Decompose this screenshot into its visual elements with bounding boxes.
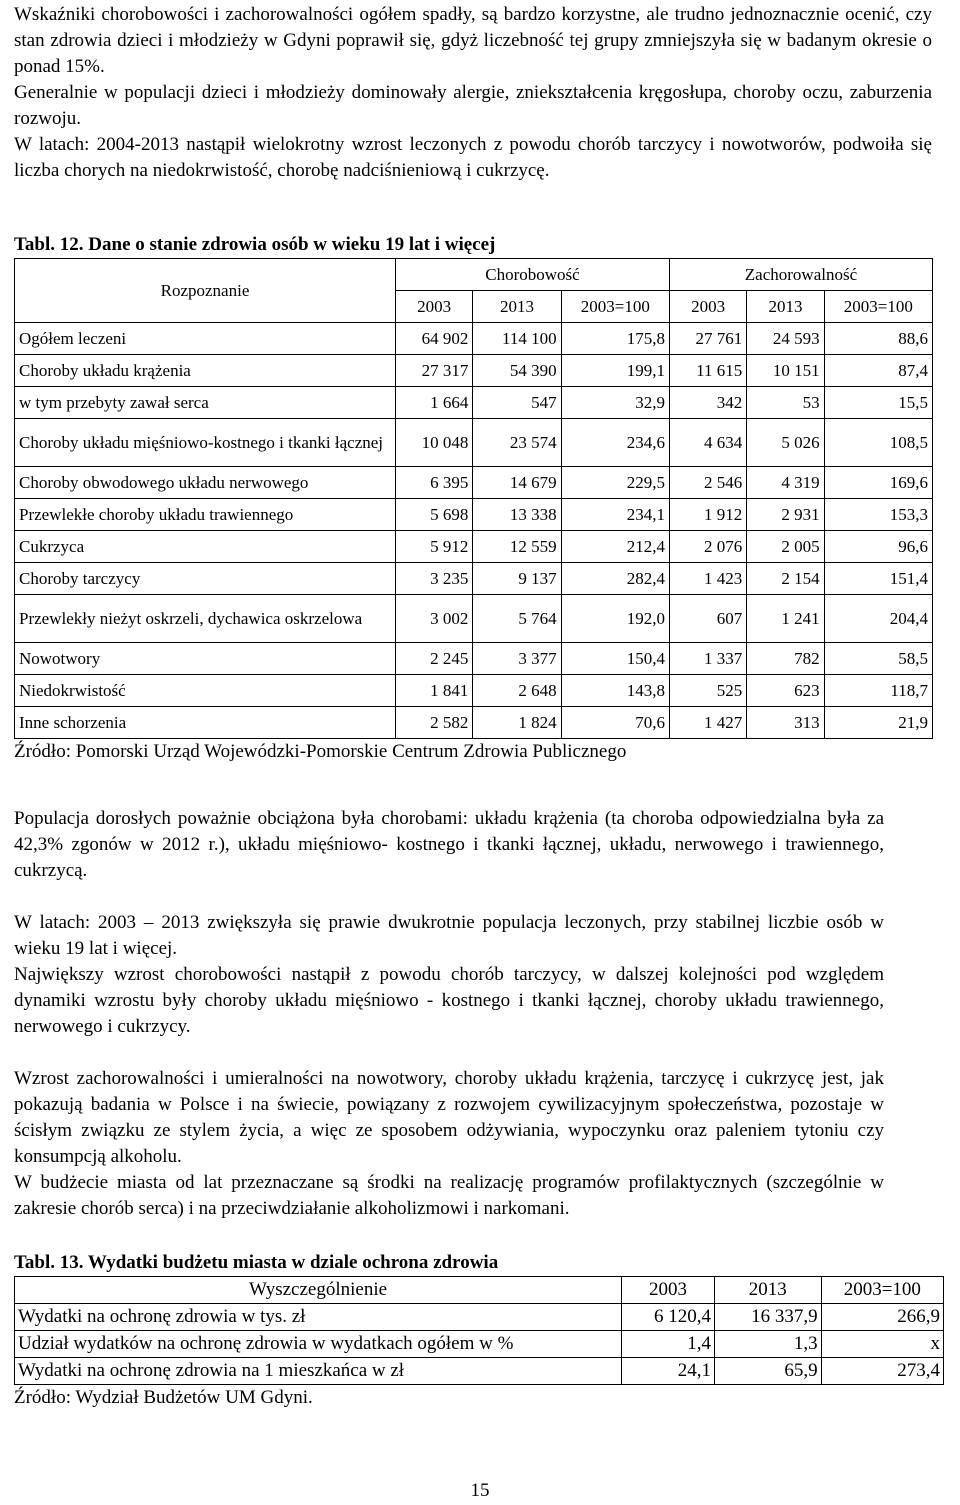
row-label: Przewlekłe choroby układu trawiennego	[15, 499, 396, 531]
row-label: Przewlekły nieżyt oskrzeli, dychawica oskrzelowa	[15, 595, 396, 643]
table-cell: 4 634	[669, 419, 746, 467]
table-cell: 11 615	[669, 355, 746, 387]
table-row	[15, 419, 933, 467]
table-cell: 234,1	[561, 499, 669, 531]
table-cell: 24,1	[622, 1358, 715, 1385]
table-cell: 9 137	[473, 563, 561, 595]
table-cell: 151,4	[824, 563, 932, 595]
intro-paragraph-2: Generalnie w populacji dzieci i młodzieży dominowały alergie, zniekształcenia kręgosłupa, choroby oczu, zaburzenia rozwoju.	[14, 82, 932, 129]
table-cell: 266,9	[821, 1304, 943, 1331]
table-cell: 2 546	[669, 467, 746, 499]
table-cell: 273,4	[821, 1358, 943, 1385]
table-cell: 58,5	[824, 643, 932, 675]
table-cell: 6 395	[396, 467, 473, 499]
table-row	[15, 643, 933, 675]
table-cell: 204,4	[824, 595, 932, 643]
table-cell: 96,6	[824, 531, 932, 563]
header-cell: 2013	[714, 1277, 821, 1304]
table-cell: 10 048	[396, 419, 473, 467]
table-row	[15, 707, 933, 739]
table-cell: 782	[747, 643, 824, 675]
table-row	[15, 499, 933, 531]
row-label: Choroby układu mięśniowo-kostnego i tkanki łącznej	[15, 419, 396, 467]
table-cell: 53	[747, 387, 824, 419]
header-cell: 2003	[622, 1277, 715, 1304]
table-cell: 175,8	[561, 323, 669, 355]
table-cell: 547	[473, 387, 561, 419]
table-13-section	[14, 1250, 944, 1411]
table-row	[15, 387, 933, 419]
table-cell: 23 574	[473, 419, 561, 467]
table-cell: 27 317	[396, 355, 473, 387]
header-diagnosis: Rozpoznanie	[15, 259, 396, 323]
table-cell: 3 235	[396, 563, 473, 595]
subheader-cell: 2013	[747, 291, 824, 323]
table-cell: 313	[747, 707, 824, 739]
table-cell: 143,8	[561, 675, 669, 707]
table-cell: 4 319	[747, 467, 824, 499]
table-cell: 15,5	[824, 387, 932, 419]
row-label: Ogółem leczeni	[15, 323, 396, 355]
table-12	[14, 258, 933, 739]
intro-paragraph-3: W latach: 2004-2013 nastąpił wielokrotny wzrost leczonych z powodu chorób tarczycy i nowotworów, podwoiła się liczba chorych na niedokrwistość, chorobę nadciśnieniową i cukrzycę.	[14, 134, 932, 181]
body-paragraph-2: W latach: 2003 – 2013 zwiększyła się prawie dwukrotnie populacja leczonych, przy stabilnej liczbie osób w wieku 19 lat i więcej.	[14, 912, 884, 959]
table-cell: 10 151	[747, 355, 824, 387]
table-cell: 16 337,9	[714, 1304, 821, 1331]
table-cell: 2 648	[473, 675, 561, 707]
row-label: Choroby tarczycy	[15, 563, 396, 595]
table-cell: 1,4	[622, 1331, 715, 1358]
table-cell: 3 377	[473, 643, 561, 675]
body-paragraph-5: W budżecie miasta od lat przeznaczane są środki na realizację programów profilaktycznych (szczególnie w zakresie chorób serca) i na przeciwdziałanie alkoholizmowi i narkomani.	[14, 1172, 884, 1219]
table-cell: 1 824	[473, 707, 561, 739]
table-cell: 5 698	[396, 499, 473, 531]
intro-section	[14, 2, 932, 184]
table-row	[15, 323, 933, 355]
table-cell: 64 902	[396, 323, 473, 355]
body-paragraph-1: Populacja dorosłych poważnie obciążona była chorobami: układu krążenia (ta choroba odpowiedzialna była za 42,3% zgonów w 2012 r.), układu mięśniowo- kostnego i tkanki łącznej, układu, nerwowego i trawiennego, cukrzycą.	[14, 808, 884, 881]
table-cell: 13 338	[473, 499, 561, 531]
table-cell: 14 679	[473, 467, 561, 499]
table-row	[15, 531, 933, 563]
table-cell: 212,4	[561, 531, 669, 563]
table-cell: 87,4	[824, 355, 932, 387]
table-13	[14, 1276, 944, 1385]
row-label: Wydatki na ochronę zdrowia na 1 mieszkańca w zł	[15, 1358, 622, 1385]
table-cell: x	[821, 1331, 943, 1358]
table-cell: 114 100	[473, 323, 561, 355]
row-label: Choroby układu krążenia	[15, 355, 396, 387]
table-row	[15, 1304, 944, 1331]
table-cell: 525	[669, 675, 746, 707]
row-label: w tym przebyty zawał serca	[15, 387, 396, 419]
body-paragraph-4: Wzrost zachorowalności i umieralności na nowotwory, choroby układu krążenia, tarczycę i cukrzycę jest, jak pokazują badania w Polsce i na świecie, powiązany z rozwojem cywilizacyjnym społeczeństwa, pozostaje w ścisłym związku ze stylem życia, a więc ze sposobem odżywiania, wypoczynku oraz paleniem tytoniu czy konsumpcją alkoholu.	[14, 1068, 884, 1167]
table-cell: 1 241	[747, 595, 824, 643]
table-cell: 150,4	[561, 643, 669, 675]
table-cell: 623	[747, 675, 824, 707]
table-cell: 2 076	[669, 531, 746, 563]
row-label: Niedokrwistość	[15, 675, 396, 707]
table-cell: 5 026	[747, 419, 824, 467]
body-section	[14, 806, 884, 1222]
table-cell: 2 005	[747, 531, 824, 563]
table-cell: 229,5	[561, 467, 669, 499]
table-row	[15, 1358, 944, 1385]
row-label: Nowotwory	[15, 643, 396, 675]
table-cell: 12 559	[473, 531, 561, 563]
table-12-section	[14, 232, 933, 765]
intro-paragraph-1: Wskaźniki chorobowości i zachorowalności ogółem spadły, są bardzo korzystne, ale trudno jednoznacznie ocenić, czy stan zdrowia dzieci i młodzieży w Gdyni poprawił się, gdyż liczebność tej grupy zmniejszyła się w badanym okresie o ponad 15%.	[14, 4, 932, 77]
header-morbidity: Chorobowość	[396, 259, 670, 291]
table-cell: 1 423	[669, 563, 746, 595]
body-paragraph-3: Największy wzrost chorobowości nastąpił z powodu chorób tarczycy, w dalszej kolejności pod względem dynamiki wzrostu były choroby układu mięśniowo - kostnego i tkanki łącznej, choroby układu trawiennego, nerwowego i cukrzycy.	[14, 964, 884, 1037]
table-row	[15, 675, 933, 707]
table-cell: 153,3	[824, 499, 932, 531]
table-cell: 342	[669, 387, 746, 419]
row-label: Udział wydatków na ochronę zdrowia w wydatkach ogółem w %	[15, 1331, 622, 1358]
table-cell: 3 002	[396, 595, 473, 643]
table-cell: 70,6	[561, 707, 669, 739]
table-cell: 108,5	[824, 419, 932, 467]
table-cell: 1,3	[714, 1331, 821, 1358]
table-cell: 65,9	[714, 1358, 821, 1385]
table-cell: 1 664	[396, 387, 473, 419]
table-cell: 2 931	[747, 499, 824, 531]
table-cell: 234,6	[561, 419, 669, 467]
subheader-cell: 2003=100	[561, 291, 669, 323]
row-label: Choroby obwodowego układu nerwowego	[15, 467, 396, 499]
header-cell: 2003=100	[821, 1277, 943, 1304]
table-cell: 24 593	[747, 323, 824, 355]
table-row	[15, 1331, 944, 1358]
table-cell: 5 912	[396, 531, 473, 563]
table-12-source: Źródło: Pomorski Urząd Wojewódzki-Pomorskie Centrum Zdrowia Publicznego	[14, 741, 627, 762]
table-cell: 1 427	[669, 707, 746, 739]
table-row	[15, 595, 933, 643]
table-cell: 88,6	[824, 323, 932, 355]
table-cell: 6 120,4	[622, 1304, 715, 1331]
table-13-source: Źródło: Wydział Budżetów UM Gdyni.	[14, 1387, 313, 1408]
table-row	[15, 467, 933, 499]
subheader-cell: 2003	[396, 291, 473, 323]
subheader-cell: 2003	[669, 291, 746, 323]
table-cell: 118,7	[824, 675, 932, 707]
row-label: Inne schorzenia	[15, 707, 396, 739]
table-12-title: Tabl. 12. Dane o stanie zdrowia osób w wieku 19 lat i więcej	[14, 234, 496, 255]
row-label: Cukrzyca	[15, 531, 396, 563]
subheader-cell: 2013	[473, 291, 561, 323]
table-cell: 169,6	[824, 467, 932, 499]
table-row	[15, 355, 933, 387]
table-row	[15, 563, 933, 595]
subheader-cell: 2003=100	[824, 291, 932, 323]
table-cell: 199,1	[561, 355, 669, 387]
table-cell: 32,9	[561, 387, 669, 419]
table-cell: 21,9	[824, 707, 932, 739]
table-cell: 607	[669, 595, 746, 643]
table-13-title: Tabl. 13. Wydatki budżetu miasta w dziale ochrona zdrowia	[14, 1252, 499, 1273]
page-number: 15	[470, 1480, 490, 1501]
header-cell: Wyszczególnienie	[15, 1277, 622, 1304]
table-cell: 27 761	[669, 323, 746, 355]
table-cell: 2 245	[396, 643, 473, 675]
table-cell: 1 912	[669, 499, 746, 531]
table-cell: 192,0	[561, 595, 669, 643]
table-cell: 282,4	[561, 563, 669, 595]
table-cell: 1 337	[669, 643, 746, 675]
table-cell: 1 841	[396, 675, 473, 707]
header-incidence: Zachorowalność	[669, 259, 932, 291]
table-cell: 2 154	[747, 563, 824, 595]
table-cell: 2 582	[396, 707, 473, 739]
table-cell: 54 390	[473, 355, 561, 387]
row-label: Wydatki na ochronę zdrowia w tys. zł	[15, 1304, 622, 1331]
table-cell: 5 764	[473, 595, 561, 643]
